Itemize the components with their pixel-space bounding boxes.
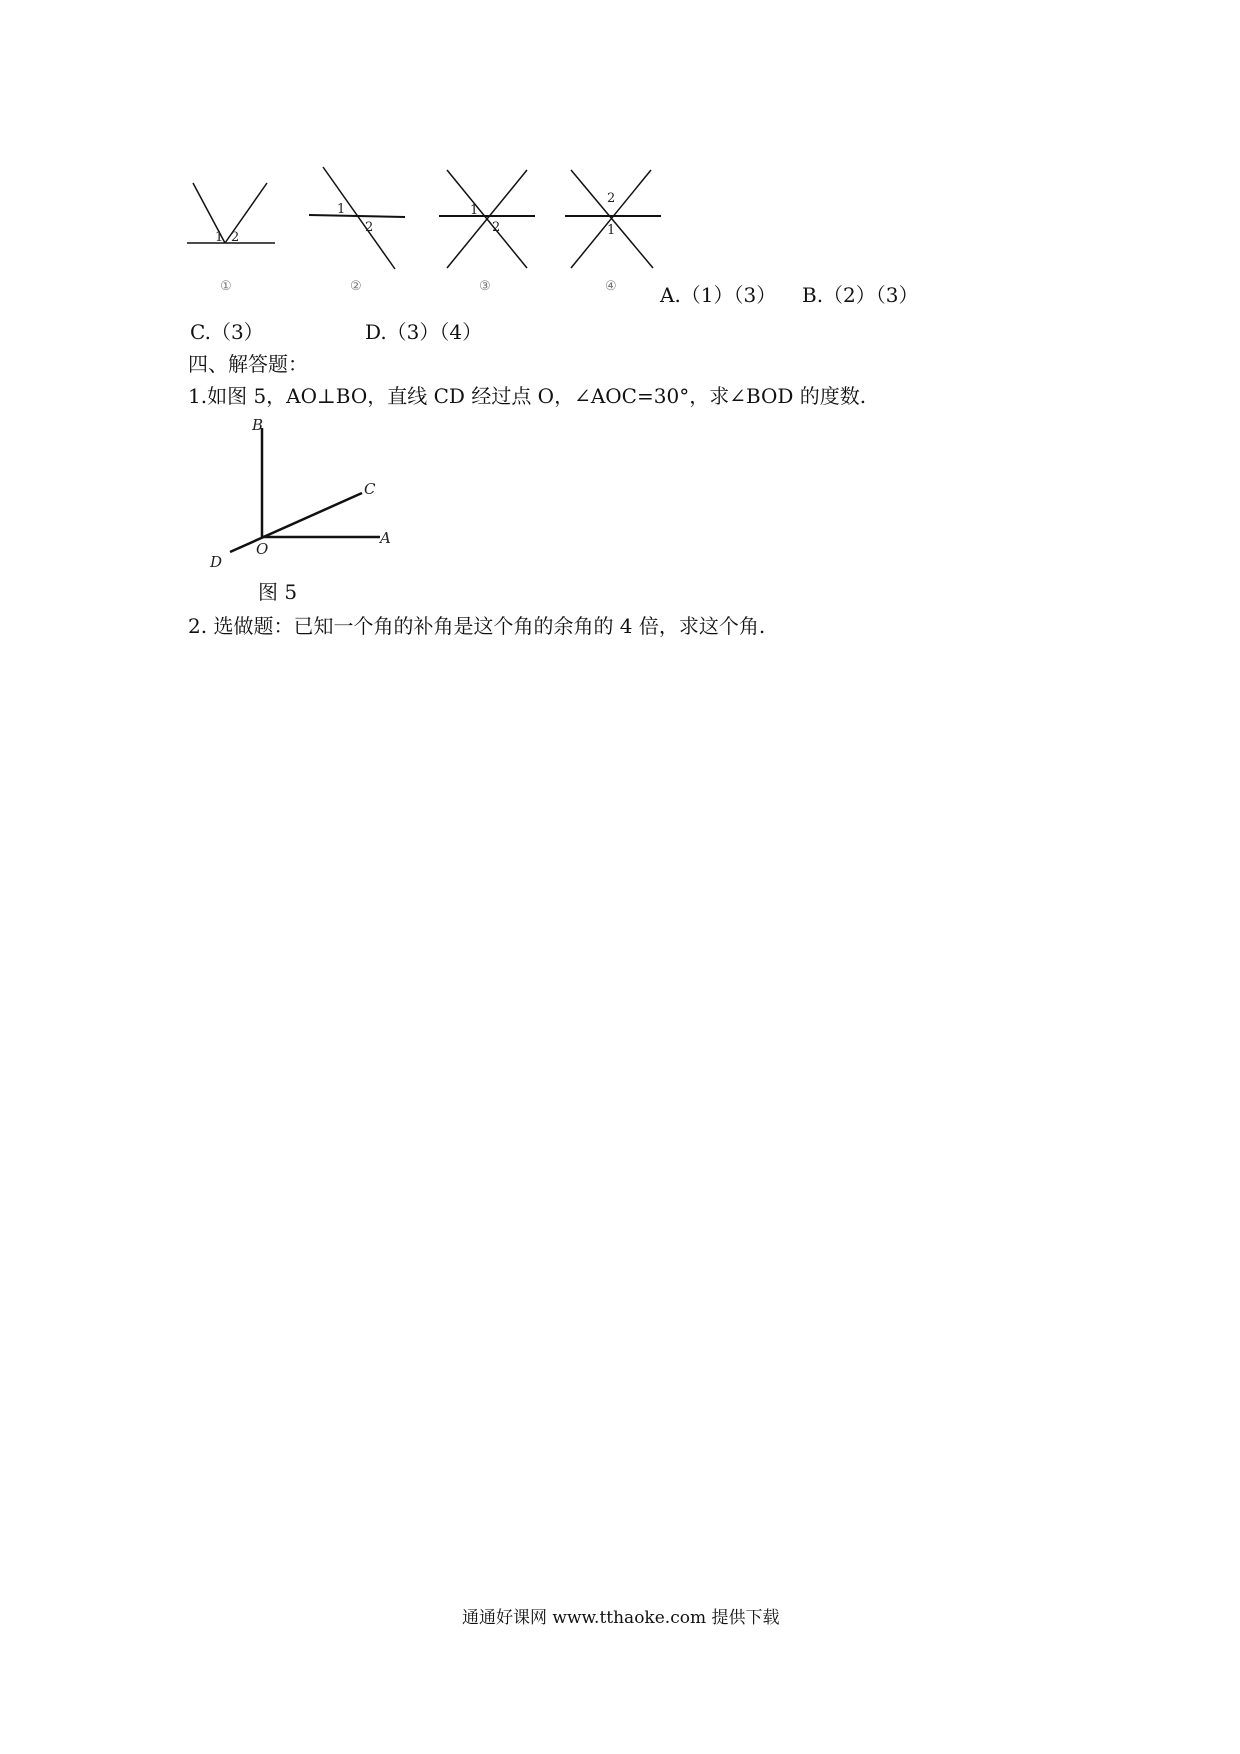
fig5-label-d: D [210,553,223,571]
figure-1 [185,175,285,305]
figure-5-caption: 图 5 [258,580,298,604]
question-1: 1.如图 5，AO⊥BO，直线 CD 经过点 O，∠AOC=30°，求∠BOD 的度数. [188,384,867,408]
fig5-label-c: C [364,480,376,498]
footer-text: 通通好课网 www.tthaoke.com 提供下载 [462,1608,780,1628]
fig3-angle1: 1 [470,203,479,218]
figure-5 [200,410,430,600]
fig5-label-b: B [252,416,264,434]
fig4-angle1: 1 [607,223,616,238]
fig4-caption: ④ [605,279,617,294]
fig1-angle1: 1 [215,230,224,245]
option-d: D.（3）（4） [365,320,483,344]
fig1-caption: ① [220,279,232,294]
section-title: 四、解答题： [188,352,308,376]
option-c: C.（3） [190,320,264,344]
figure-2 [305,165,415,300]
fig5-label-o: O [256,540,269,558]
fig4-angle2: 2 [607,191,616,206]
fig2-angle2: 2 [365,220,374,235]
fig3-angle2: 2 [492,220,501,235]
fig1-angle2: 2 [231,230,240,245]
figure-3 [437,165,537,300]
question-2: 2. 选做题：已知一个角的补角是这个角的余角的 4 倍，求这个角. [188,614,766,638]
fig5-label-a: A [380,529,391,547]
figure-4 [563,165,663,300]
fig3-caption: ③ [479,279,491,294]
fig2-caption: ② [350,279,362,294]
fig2-angle1: 1 [337,202,346,217]
option-b: B.（2）（3） [802,283,919,307]
option-a: A.（1）（3） [660,283,777,307]
